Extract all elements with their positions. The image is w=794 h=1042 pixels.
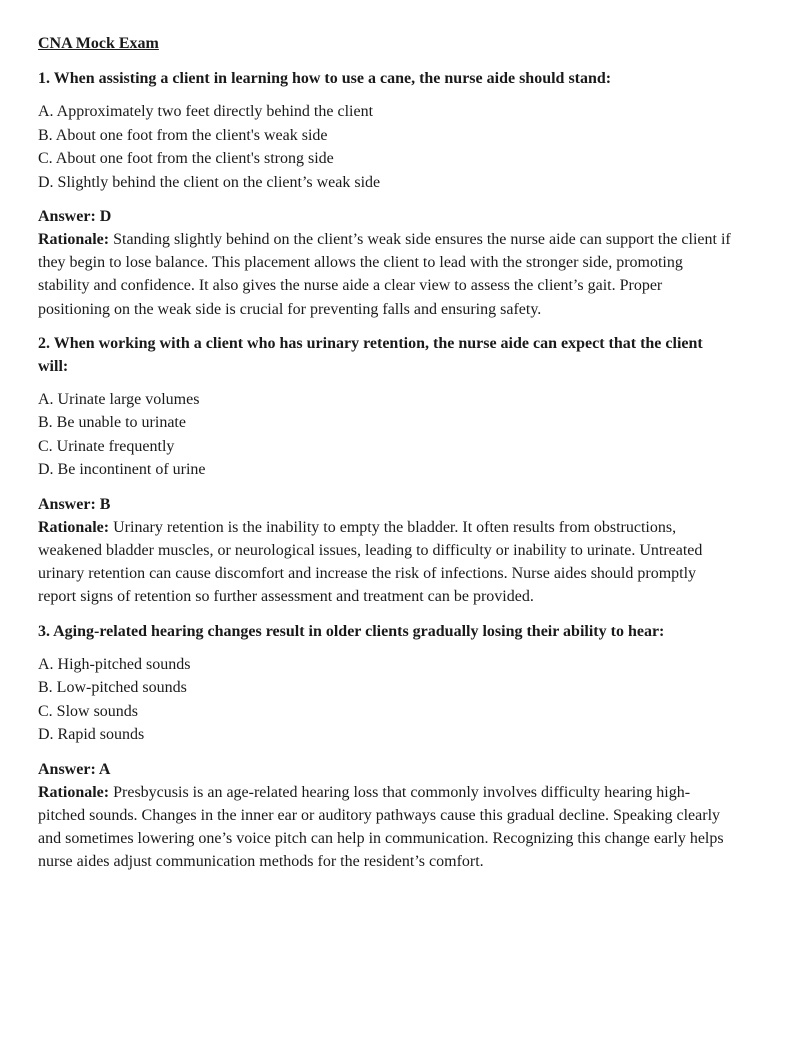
question-stem: 3. Aging-related hearing changes result in older clients gradually losing their ability to hear: [38, 622, 665, 640]
question-stem: 1. When assisting a client in learning how to use a cane, the nurse aide should stand: [38, 70, 612, 87]
answer-options [38, 388, 734, 482]
question-3 [38, 620, 734, 874]
rationale-text: Presbycusis is an age-related hearing loss that commonly involves difficulty hearing high-pitched sounds. Changes in the inner ear or auditory pathways cause this gradual decline. Speaking clearly and sometimes lowering one’s voice pitch can help in communication. Recognizing this change early helps nurse aides adjust communication methods for the resident’s comfort. [38, 783, 724, 871]
answer-key: Answer: A [38, 760, 111, 778]
answer-options [38, 653, 734, 747]
rationale-label: Rationale: [38, 783, 110, 801]
rationale [38, 516, 734, 609]
rationale-label: Rationale: [38, 518, 110, 536]
question-1 [38, 67, 734, 321]
rationale-label: Rationale: [38, 231, 110, 248]
rationale-text: Urinary retention is the inability to empty the bladder. It often results from obstructions, weakened bladder muscles, or neurological issues, leading to difficulty or inability to urinate. Untreated urinary retention can cause discomfort and increase the risk of infections. Nurse aides should promptly report signs of retention so further assessment and treatment can be provided. [38, 518, 703, 606]
answer-key: Answer: B [38, 495, 111, 513]
option-b: B. About one foot from the client's weak side [38, 126, 328, 144]
rationale [38, 781, 734, 874]
option-d: D. Be incontinent of urine [38, 461, 206, 479]
rationale-text: Standing slightly behind on the client’s weak side ensures the nurse aide can support the client if they begin to lose balance. This placement allows the client to lead with the stronger side, promoting stability and confidence. It also gives the nurse aide a clear view to assess the client’s gait. Proper positioning on the weak side is crucial for preventing falls and ensuring safety. [38, 231, 731, 318]
option-c: C. About one foot from the client's strong side [38, 150, 334, 167]
option-a: A. Urinate large volumes [38, 390, 200, 408]
option-b: B. Be unable to urinate [38, 414, 186, 432]
option-d: D. Slightly behind the client on the client’s weak side [38, 173, 381, 191]
option-c: C. Urinate frequently [38, 437, 175, 455]
answer-options [38, 100, 734, 194]
rationale [38, 228, 734, 321]
option-c: C. Slow sounds [38, 702, 139, 720]
question-stem: 2. When working with a client who has urinary retention, the nurse aide can expect that the client will: [38, 334, 703, 375]
option-b: B. Low-pitched sounds [38, 679, 187, 697]
document-title: CNA Mock Exam [38, 35, 159, 52]
option-a: A. High-pitched sounds [38, 655, 191, 673]
option-a: A. Approximately two feet directly behind the client [38, 103, 374, 120]
question-2 [38, 332, 734, 609]
answer-key: Answer: D [38, 208, 112, 225]
option-d: D. Rapid sounds [38, 726, 145, 744]
